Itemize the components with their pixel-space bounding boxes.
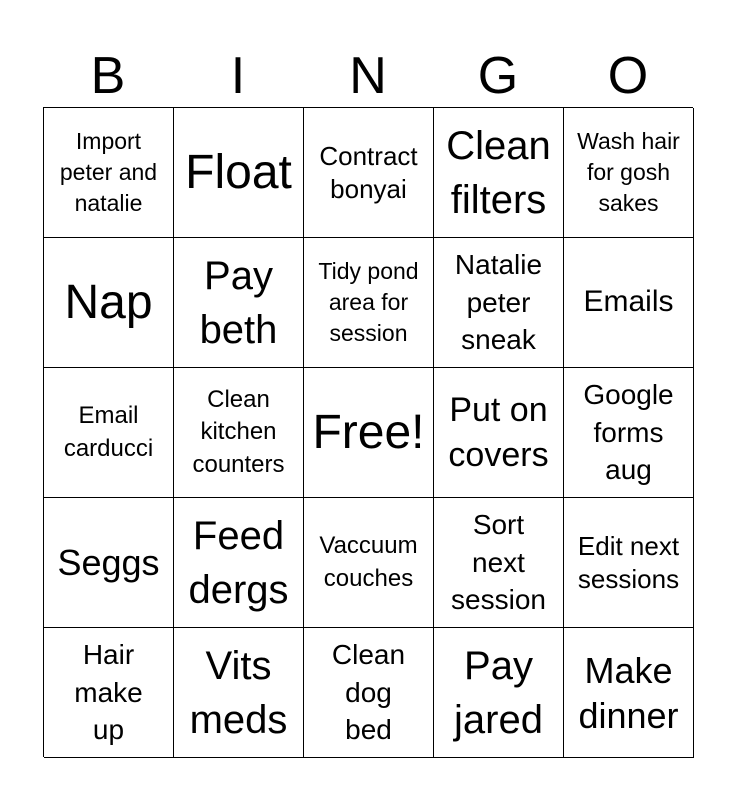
bingo-cell-r2-c5[interactable] [564,238,694,368]
header-letter-b: B [90,47,126,105]
bingo-cell-r3-c3[interactable] [304,368,434,498]
cell-label: Natalie peter sneak [454,248,543,356]
bingo-cell-r1-c5[interactable] [564,108,694,238]
bingo-cell-r2-c4[interactable] [434,238,564,368]
cell-label: Wash hair for gosh sakes [577,127,680,217]
bingo-cell-r3-c5[interactable] [564,368,694,498]
header-letter-n: N [349,47,387,105]
cell-label: Free! [312,405,425,459]
bingo-header [43,44,693,108]
bingo-cell-r5-c5[interactable] [564,628,694,758]
cell-label: Import peter and natalie [59,127,158,217]
header-letter-g: G [477,47,519,105]
header-letter-i: I [230,47,246,105]
header-letter-o: O [607,47,649,105]
cell-label: Sort next session [451,508,546,616]
bingo-cell-r4-c1[interactable] [44,498,174,628]
cell-label: Google forms aug [583,378,674,486]
bingo-cell-r3-c4[interactable] [434,368,564,498]
cell-label: Clean filters [446,123,551,222]
bingo-cell-r5-c4[interactable] [434,628,564,758]
bingo-cell-r1-c4[interactable] [434,108,564,238]
bingo-cell-r4-c2[interactable] [174,498,304,628]
bingo-cell-r5-c2[interactable] [174,628,304,758]
bingo-cell-r5-c3[interactable] [304,628,434,758]
bingo-cell-r3-c1[interactable] [44,368,174,498]
bingo-cell-r4-c4[interactable] [434,498,564,628]
bingo-cell-r2-c1[interactable] [44,238,174,368]
cell-label: Feed dergs [188,513,289,612]
cell-label: Seggs [57,542,160,583]
bingo-cell-r4-c3[interactable] [304,498,434,628]
bingo-cell-r4-c5[interactable] [564,498,694,628]
bingo-cell-r2-c3[interactable] [304,238,434,368]
cell-label: Put on covers [448,391,549,474]
bingo-cell-r1-c3[interactable] [304,108,434,238]
cell-label: Vaccuum couches [319,532,418,592]
cell-label: Edit next sessions [577,531,680,594]
cell-label: Clean dog bed [331,638,406,746]
cell-label: Float [185,145,292,199]
bingo-cell-r3-c2[interactable] [174,368,304,498]
cell-label: Make dinner [578,649,679,736]
bingo-board [43,107,693,757]
bingo-cell-r1-c1[interactable] [44,108,174,238]
cell-label: Clean kitchen counters [192,385,285,478]
cell-label: Hair make up [74,638,143,746]
cell-label: Vits meds [189,643,288,742]
bingo-cell-r1-c2[interactable] [174,108,304,238]
cell-label: Contract bonyai [319,141,418,204]
bingo-cell-r5-c1[interactable] [44,628,174,758]
cell-label: Tidy pond area for session [318,257,419,347]
bingo-cell-r2-c2[interactable] [174,238,304,368]
cell-label: Emails [583,285,674,319]
cell-label: Pay beth [199,253,278,352]
cell-label: Email carducci [63,402,154,462]
cell-label: Nap [64,275,153,329]
cell-label: Pay jared [454,643,543,742]
